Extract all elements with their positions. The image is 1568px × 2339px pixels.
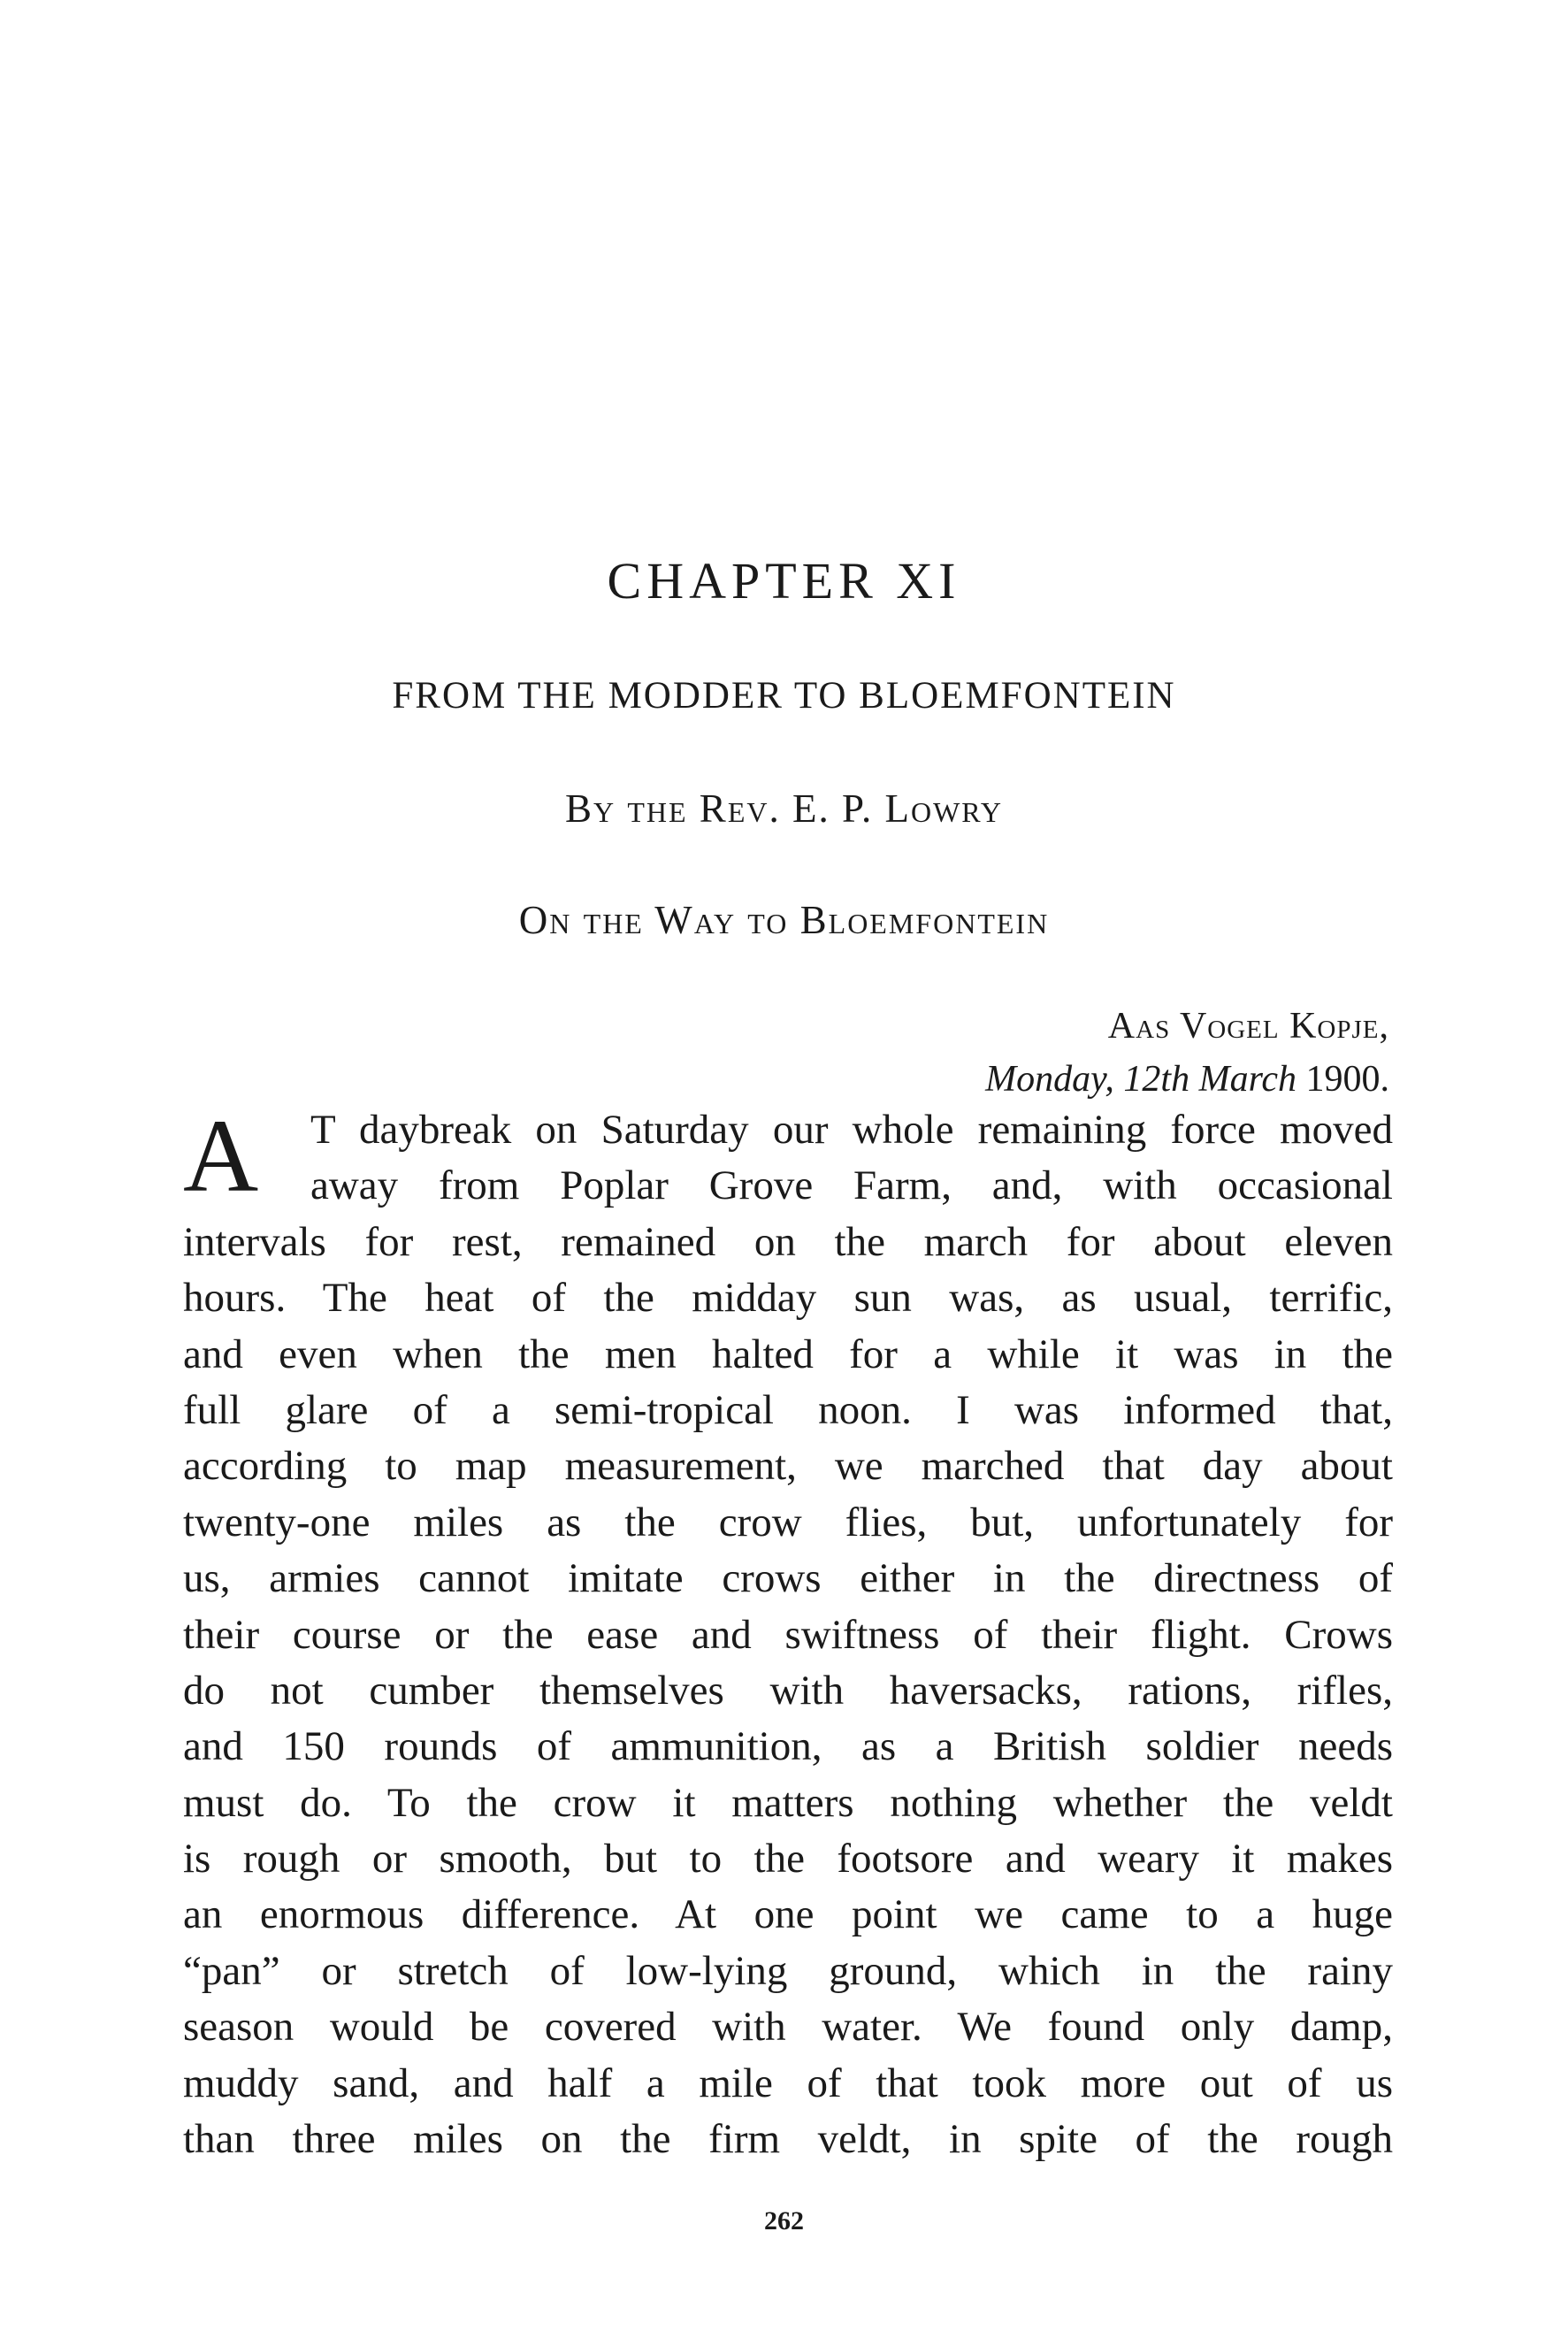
dateline-year: 1900.: [1305, 1059, 1389, 1100]
text-line: “pan” or stretch of low-lying ground, which in the rainy: [183, 1947, 1393, 1994]
text-line: than three miles on the firm veldt, in spite of the rough: [183, 2116, 1393, 2163]
text-line: do not cumber themselves with haversacks, rations, rifles,: [183, 1667, 1393, 1714]
text-line: according to map measurement, we marched that day about: [183, 1443, 1393, 1490]
text-line: full glare of a semi-tropical noon. I was informed that,: [183, 1386, 1393, 1433]
section-heading: On the Way to Bloemfontein: [518, 898, 1050, 942]
dateline-date: [985, 1053, 1389, 1106]
text-line: muddy sand, and half a mile of that took more out of us: [183, 2059, 1393, 2106]
text-line: season would be covered with water. We found only damp,: [183, 2004, 1393, 2051]
body-paragraph: [183, 1098, 1393, 2167]
text-line: T daybreak on Saturday our whole remaining force moved: [310, 1107, 1393, 1153]
text-line: and 150 rounds of ammunition, as a British soldier needs: [183, 1723, 1393, 1770]
dateline: [985, 1000, 1389, 1106]
drop-cap: A: [183, 1098, 259, 1214]
dateline-day: 12th: [1123, 1059, 1190, 1100]
text-line: twenty-one miles as the crow flies, but, unfortunately for: [183, 1499, 1393, 1545]
text-line: and even when the men halted for a while it was in the: [183, 1331, 1393, 1377]
text-line: away from Poplar Grove Farm, and, with occasional: [310, 1162, 1393, 1209]
byline: By the Rev. E. P. Lowry: [564, 786, 1003, 831]
dateline-place: Aas Vogel Kopje,: [1107, 1006, 1389, 1047]
text-line: their course or the ease and swiftness of their flight. Crows: [183, 1611, 1393, 1658]
dateline-month: March: [1198, 1059, 1296, 1100]
page-number: 262: [764, 2206, 804, 2235]
dateline-weekday: Monday,: [985, 1059, 1114, 1100]
text-line: an enormous difference. At one point we came to a huge: [183, 1891, 1393, 1938]
chapter-title: FROM THE MODDER TO BLOEMFONTEIN: [392, 675, 1176, 717]
chapter-number: CHAPTER XI: [607, 552, 961, 610]
text-line: must do. To the crow it matters nothing whether the veldt: [183, 1779, 1393, 1826]
text-line: is rough or smooth, but to the footsore and weary it makes: [183, 1836, 1393, 1883]
text-line: hours. The heat of the midday sun was, as usual, terrific,: [183, 1275, 1393, 1322]
text-line: us, armies cannot imitate crows either in the directness of: [183, 1555, 1393, 1602]
text-line: intervals for rest, remained on the march for about eleven: [183, 1218, 1393, 1265]
